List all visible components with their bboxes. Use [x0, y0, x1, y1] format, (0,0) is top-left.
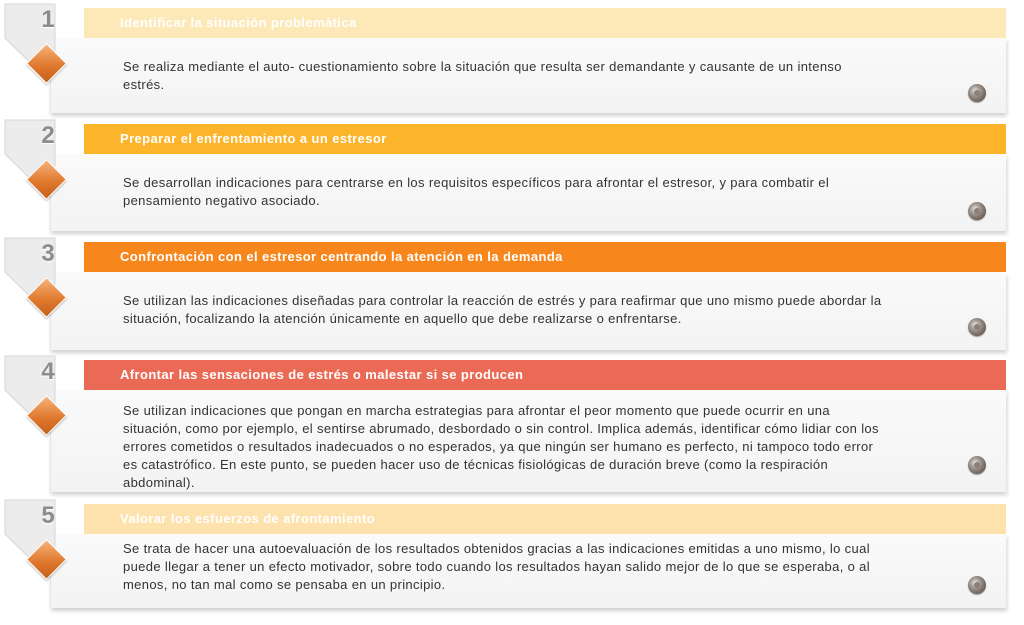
step-2-number: 2: [41, 122, 55, 149]
step-5-description-box: [50, 534, 1006, 608]
step-2: [0, 118, 1024, 231]
step-4-description-box: [50, 390, 1006, 492]
step-5-title: Valorar los esfuerzos de afrontamiento: [84, 504, 1006, 534]
step-4-more-icon[interactable]: [968, 456, 986, 474]
step-3: [0, 236, 1024, 349]
step-2-more-icon[interactable]: [968, 202, 986, 220]
step-1-description-box: [50, 38, 1006, 113]
step-2-title: Preparar el enfrentamiento a un estresor: [84, 124, 1006, 154]
step-5: [0, 498, 1024, 613]
step-5-more-icon[interactable]: [968, 576, 986, 594]
step-3-title: Confrontación con el estresor centrando la atención en la demanda: [84, 242, 1006, 272]
step-5-number: 5: [41, 502, 55, 529]
step-2-description: Se desarrollan indicaciones para centrarse en los requisitos específicos para afrontar el estresor, y para combatir el pensamiento negativo asociado.: [123, 175, 830, 208]
step-1-number: 1: [41, 6, 55, 33]
step-4-description: Se utilizan indicaciones que pongan en marcha estrategias para afrontar el peor momento que puede ocurrir en una situación, como por ejemplo, el sentirse abrumado, desbordado o sin control. Implica además, identificar cómo lidiar con los errores cometidos o resultados inadecuados o no esperados, ya que ningún ser humano es perfecto, ni tampoco todo error es catastrófico. En este punto, se pueden hacer uso de técnicas fisiológicas de duración breve (como la respiración abdominal).: [123, 403, 879, 490]
step-4-title: Afrontar las sensaciones de estrés o malestar si se producen: [84, 360, 1006, 390]
step-1-more-icon[interactable]: [968, 84, 986, 102]
step-5-description: Se trata de hacer una autoevaluación de los resultados obtenidos gracias a las indicaciones emitidas a uno mismo, lo cual puede llegar a tener un efecto motivador, sobre todo cuando los resultados hayan salido mejor de lo que se esperaba, o al menos, no tan mal como se pensaba en un principio.: [123, 541, 870, 592]
step-1-description: Se realiza mediante el auto- cuestionamiento sobre la situación que resulta ser demandante y causante de un intenso estrés.: [123, 59, 842, 92]
step-4-number: 4: [41, 358, 55, 385]
step-3-number: 3: [41, 240, 55, 267]
step-3-description: Se utilizan las indicaciones diseñadas para controlar la reacción de estrés y para reafirmar que uno mismo puede abordar la situación, focalizando la atención únicamente en aquello que debe realizarse o enfrentarse.: [123, 293, 882, 326]
step-4: [0, 354, 1024, 494]
step-2-description-box: [50, 154, 1006, 231]
step-1-title: Identificar la situación problemática: [84, 8, 1006, 38]
step-1: [0, 2, 1024, 115]
step-3-description-box: [50, 272, 1006, 350]
step-3-more-icon[interactable]: [968, 318, 986, 336]
